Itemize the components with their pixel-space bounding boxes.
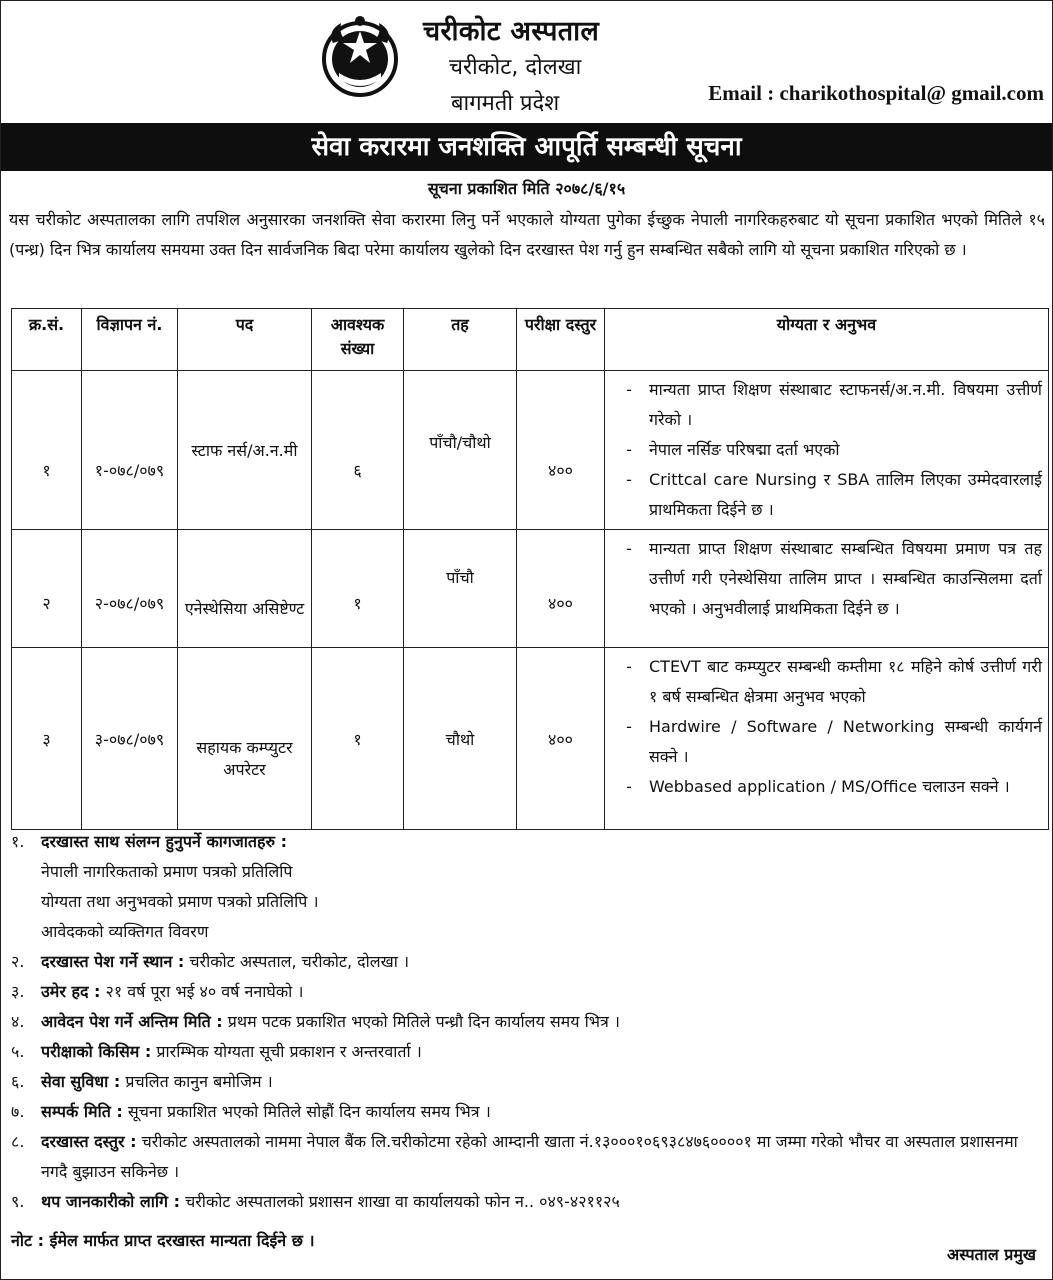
cell-qualification [605, 648, 1049, 830]
hospital-name: चरीकोट अस्पताल [423, 16, 600, 47]
cell-level: पाँचौ/चौथो [404, 371, 517, 530]
note-subitem: आवेदकको व्यक्तिगत विवरण [41, 922, 209, 941]
email-contact[interactable]: Email : charikothospital@ gmail.com [708, 81, 1044, 105]
col-header-level: तह [404, 309, 517, 371]
note-item: ८. दरखास्त दस्तुर : चरीकोट अस्पतालको नाममा नेपाल बैंक लि.चरीकोटमा रहेको आम्दानी खाता नं.१३०००१०६९३८४७६००००१ मा जम्मा गरेको भौचर वा अस्पताल प्रशासनमा नगदै बुझाउन सकिनेछ । [11, 1132, 1018, 1181]
table-row [12, 371, 1049, 530]
cell-post: सहायक कम्प्युटर अपरेटर [178, 648, 312, 830]
note-item: ६. सेवा सुविधा : प्रचलित कानुन बमोजिम । [11, 1072, 273, 1091]
note-item: २. दरखास्त पेश गर्ने स्थान : चरीकोट अस्पताल, चरीकोट, दोलखा । [11, 952, 410, 971]
cell-qualification [605, 530, 1049, 648]
note-item: ७. सम्पर्क मिति : सूचना प्रकाशित भएको मितिले सोह्रौं दिन कार्यालय समय भित्र । [11, 1102, 491, 1121]
col-header-sn: क्र.सं. [12, 309, 82, 371]
cell-post: स्टाफ नर्स/अ.न.मी [178, 371, 312, 530]
cell-qualification [605, 371, 1049, 530]
col-header-count: आवश्यक संख्या [312, 309, 404, 371]
list-item: - Crittcal care Nursing र SBA तालिम लिएका उम्मेदवारलाई प्राथमिकता दिईने छ । [626, 470, 1042, 519]
cell-adv-no: १-०७८/०७९ [82, 371, 178, 530]
intro-paragraph: यस चरीकोट अस्पतालका लागि तपशिल अनुसारका जनशक्ति सेवा करारमा लिनु पर्ने भएकाले योग्यता पुगेका ईच्छुक नेपाली नागरिकहरुबाट यो सूचना प्रकाशित भएको मितिले १५ (पन्ध्र) दिन भित्र कार्यालय समयमा उक्त दिन सार्वजनिक बिदा परेमा कार्यालय खुलेको दिन दरखास्त पेश गर्नु हुन सम्बन्धित सबैको लागि यो सूचना प्रकाशित गरिएको छ । [9, 210, 1045, 259]
cell-sn: २ [12, 530, 82, 648]
cell-post: एनेस्थेसिया असिष्टेण्ट [178, 530, 312, 648]
note-subitem: नेपाली नागरिकताको प्रमाण पत्रको प्रतिलिपि [41, 862, 293, 881]
cell-count: १ [312, 648, 404, 830]
table-header-row [12, 309, 1049, 371]
cell-level: चौथो [404, 648, 517, 830]
col-header-fee: परीक्षा दस्तुर [517, 309, 605, 371]
cell-adv-no: ३-०७८/०७९ [82, 648, 178, 830]
notes-section [11, 827, 1047, 1217]
note-item: ४. आवेदन पेश गर्ने अन्तिम मिति : प्रथम पटक प्रकाशित भएको मितिले पन्ध्रौ दिन कार्यालय समय भित्र । [11, 1012, 620, 1031]
vacancy-table [11, 308, 1049, 830]
cell-fee: ४०० [517, 648, 605, 830]
list-item: - मान्यता प्राप्त शिक्षण संस्थाबाट सम्बन्धित विषयमा प्रमाण पत्र तह उत्तीर्ण गरी एनेस्थेसिया तालिम प्राप्त । सम्बन्धित काउन्सिलमा दर्ता भएको । अनुभवीलाई प्राथमिकता दिईने छ । [626, 539, 1042, 618]
hospital-address-line2: बागमती प्रदेश [451, 91, 560, 116]
cell-level: पाँचौ [404, 530, 517, 648]
note-item: ३. उमेर हद : २१ वर्ष पूरा भई ४० वर्ष ननाघेको । [11, 982, 304, 1001]
cell-count: १ [312, 530, 404, 648]
table-row [12, 530, 1049, 648]
table-row [12, 648, 1049, 830]
col-header-post: पद [178, 309, 312, 371]
col-header-qualification: योग्यता र अनुभव [605, 309, 1049, 371]
list-item: - नेपाल नर्सिङ परिषद्मा दर्ता भएको [626, 440, 840, 459]
list-item: - CTEVT बाट कम्प्युटर सम्बन्धी कम्तीमा १८ महिने कोर्ष उत्तीर्ण गरी १ बर्ष सम्बन्धित क्षेत्रमा अनुभव भएको [626, 657, 1042, 706]
list-item: - Webbased application / MS/Office चलाउन सक्ने । [626, 777, 1010, 796]
col-header-adv-no: विज्ञापन नं. [82, 309, 178, 371]
list-item: - मान्यता प्राप्त शिक्षण संस्थाबाट स्टाफनर्स/अ.न.मी. विषयमा उत्तीर्ण गरेको । [626, 380, 1042, 429]
list-item: - Hardwire / Software / Networking सम्बन्धी कार्यगर्न सक्ने । [626, 717, 1042, 766]
cell-fee: ४०० [517, 530, 605, 648]
cell-sn: १ [12, 371, 82, 530]
cell-adv-no: २-०७८/०७९ [82, 530, 178, 648]
hospital-address-line1: चरीकोट, दोलखा [449, 55, 582, 80]
note-item: ९. थप जानकारीको लागि : चरीकोट अस्पतालको प्रशासन शाखा वा कार्यालयको फोन न.. ०४९-४२११२५ [11, 1192, 620, 1211]
cell-fee: ४०० [517, 371, 605, 530]
cell-count: ६ [312, 371, 404, 530]
nepal-emblem-icon [319, 13, 401, 101]
footnote: नोट : ईमेल मार्फत प्राप्त दरखास्त मान्यता दिईने छ । [11, 1231, 315, 1250]
note-item: ५. परीक्षाको किसिम : प्रारम्भिक योग्यता सूची प्रकाशन र अन्तरवार्ता । [11, 1042, 422, 1061]
notice-title: सेवा करारमा जनशक्ति आपूर्ति सम्बन्धी सूचना [1, 123, 1052, 171]
publication-date: सूचना प्रकाशित मिति २०७८/६/१५ [427, 179, 626, 198]
signature: अस्पताल प्रमुख [947, 1245, 1036, 1264]
note-item: १. दरखास्त साथ संलग्न हुनुपर्ने कागजातहरु : [11, 832, 288, 851]
note-subitem: योग्यता तथा अनुभवको प्रमाण पत्रको प्रतिलिपि । [41, 892, 319, 911]
cell-sn: ३ [12, 648, 82, 830]
